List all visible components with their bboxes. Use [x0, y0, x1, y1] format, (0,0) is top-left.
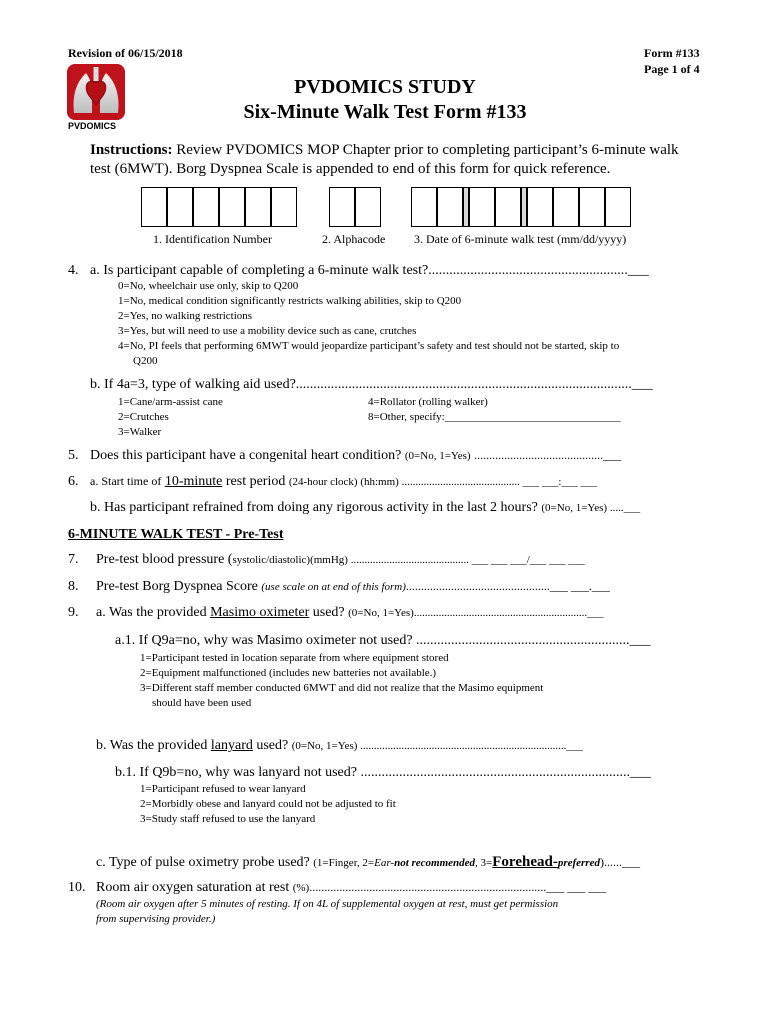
date-boxes[interactable] — [411, 187, 641, 227]
q9b-underlined: lanyard — [210, 738, 253, 753]
q7-question[interactable] — [96, 552, 585, 568]
q9c-forehead: Forehead- — [492, 854, 558, 870]
instructions-line-1 — [90, 142, 679, 159]
q6a-underlined: 10-minute — [164, 474, 223, 489]
date-box[interactable] — [469, 187, 495, 227]
q4b-option: 4=Rollator (rolling walker) — [368, 396, 488, 408]
q9b1-option: 2=Morbidly obese and lanyard could not be adjusted to fit — [140, 798, 396, 810]
instructions-text-1: Review PVDOMICS MOP Chapter prior to completing participant’s 6-minute walk — [176, 142, 679, 158]
q4b-option: 2=Crutches — [118, 411, 169, 423]
q8-answer-line[interactable]: ................................................___ ___.___ — [405, 579, 610, 593]
id-box[interactable] — [141, 187, 167, 227]
q9a-pre: a. Was the provided — [96, 605, 207, 620]
q9a1-option-cont: should have been used — [152, 697, 252, 709]
id-box[interactable] — [271, 187, 297, 227]
q9c-preferred: preferred — [557, 857, 600, 869]
q6-number: 6. — [68, 474, 79, 489]
q9a1-option: 3=Different staff member conducted 6MWT and did not realize that the Masimo equipment — [140, 682, 544, 694]
q9b1-option: 3=Study staff refused to use the lanyard — [140, 813, 316, 825]
q5-question[interactable] — [90, 448, 621, 464]
q10-instruction-1: (Room air oxygen after 5 minutes of resting. If on 4L of supplemental oxygen at rest, must get permission — [96, 898, 559, 910]
date-box[interactable] — [495, 187, 521, 227]
q10-note: (%) — [292, 882, 310, 894]
date-box[interactable] — [553, 187, 579, 227]
q4a-question[interactable]: a. Is participant capable of completing a 6-minute walk test?.........................................................___ — [90, 263, 649, 278]
q4-number: 4. — [68, 263, 79, 278]
id-box[interactable] — [167, 187, 193, 227]
q9b-pre: b. Was the provided — [96, 738, 208, 753]
revision-date: Revision of 06/15/2018 — [68, 46, 183, 60]
pretest-heading: 6-MINUTE WALK TEST - Pre-Test — [68, 527, 284, 542]
instructions-label: Instructions: — [90, 142, 173, 158]
q8-question[interactable] — [96, 579, 610, 595]
form-subtitle: Six-Minute Walk Test Form #133 — [243, 101, 527, 123]
alphacode-box[interactable] — [355, 187, 381, 227]
q10-answer-line[interactable]: ...............................................................................___ ___ ___ — [309, 880, 607, 894]
instructions-text-2: test (6MWT). Borg Dyspnea Scale is appended to end of this form for quick reference. — [90, 161, 611, 177]
q4b-option-other[interactable]: 8=Other, specify:________________________________ — [368, 411, 621, 423]
q7-note[interactable]: systolic/diastolic)(mmHg) ........................................... ___ ___ ___/___ ___ ___ — [232, 554, 585, 566]
q9a-note[interactable]: (0=No, 1=Yes)...............................................................___ — [348, 607, 604, 619]
q4a-option-cont: Q200 — [133, 355, 158, 367]
q9c-note-1: (1=Finger, 2= — [313, 857, 375, 869]
q8-number: 8. — [68, 579, 79, 594]
q9b-question[interactable] — [96, 738, 583, 754]
page-number: Page 1 of 4 — [644, 62, 700, 76]
q4b-option: 1=Cane/arm-assist cane — [118, 396, 223, 408]
q9c-pre: c. Type of pulse oximetry probe used? — [96, 855, 310, 870]
alphacode-box[interactable] — [329, 187, 355, 227]
id-number-boxes[interactable] — [141, 187, 341, 227]
q9c-note-2: , 3= — [475, 857, 493, 869]
q9a1-option: 1=Participant tested in location separate from where equipment stored — [140, 652, 449, 664]
form-number: Form #133 — [644, 46, 700, 60]
date-box[interactable] — [527, 187, 553, 227]
q4a-option: 0=No, wheelchair use only, skip to Q200 — [118, 280, 299, 292]
q9-number: 9. — [68, 605, 79, 620]
date-box[interactable] — [411, 187, 437, 227]
q6b-text: b. Has participant refrained from doing any rigorous activity in the last 2 hours? — [90, 500, 538, 515]
q6b-note[interactable]: (0=No, 1=Yes) .....___ — [541, 502, 641, 514]
id-box[interactable] — [245, 187, 271, 227]
q9c-not-recommended: not recommended — [394, 857, 476, 869]
q9c-question[interactable] — [96, 854, 640, 871]
q5-note: (0=No, 1=Yes) — [404, 450, 471, 462]
q7-number: 7. — [68, 552, 79, 567]
q9b1-question[interactable]: b.1. If Q9b=no, why was lanyard not used? .............................................................................___ — [115, 765, 651, 780]
q9a-post: used? — [312, 605, 345, 620]
q9b-note[interactable]: (0=No, 1=Yes) ...........................................................................___ — [291, 740, 583, 752]
q7-text: Pre-test blood pressure ( — [96, 552, 233, 567]
q5-answer-line[interactable]: ...........................................___ — [474, 448, 622, 462]
date-box[interactable] — [579, 187, 605, 227]
q10-number: 10. — [68, 880, 86, 895]
q9b1-option: 1=Participant refused to wear lanyard — [140, 783, 306, 795]
q4a-option: 3=Yes, but will need to use a mobility device such as cane, crutches — [118, 325, 417, 337]
q9c-ear: Ear- — [374, 857, 395, 869]
alphacode-boxes[interactable] — [329, 187, 389, 227]
q8-note: (use scale on at end of this form) — [261, 581, 406, 593]
q10-text: Room air oxygen saturation at rest — [96, 880, 290, 895]
q9a-underlined: Masimo oximeter — [210, 605, 310, 620]
q9b-post: used? — [256, 738, 289, 753]
q10-instruction-2: from supervising provider.) — [96, 913, 216, 925]
id-number-label: 1. Identification Number — [153, 232, 272, 246]
q5-number: 5. — [68, 448, 79, 463]
logo-text: PVDOMICS — [68, 121, 117, 131]
id-box[interactable] — [219, 187, 245, 227]
q4b-question[interactable]: b. If 4a=3, type of walking aid used?................................................................................................___ — [90, 377, 653, 392]
date-label: 3. Date of 6-minute walk test (mm/dd/yyyy) — [414, 232, 627, 246]
q4a-option: 1=No, medical condition significantly restricts walking abilities, skip to Q200 — [118, 295, 462, 307]
q6a-pre: a. Start time of — [90, 474, 162, 488]
q10-question[interactable] — [96, 880, 606, 896]
q8-text: Pre-test Borg Dyspnea Score — [96, 579, 258, 594]
id-box[interactable] — [193, 187, 219, 227]
date-box[interactable] — [437, 187, 463, 227]
q9a1-option: 2=Equipment malfunctioned (includes new batteries not available.) — [140, 667, 437, 679]
q9a1-question[interactable]: a.1. If Q9a=no, why was Masimo oximeter not used? .............................................................___ — [115, 633, 651, 648]
q9a-question[interactable] — [96, 605, 604, 621]
q6a-question[interactable] — [90, 474, 597, 490]
date-box[interactable] — [605, 187, 631, 227]
q6a-note[interactable]: (24-hour clock) (hh:mm) ........................................... ___ ___:___ ___ — [288, 476, 598, 488]
q4a-option: 2=Yes, no walking restrictions — [118, 310, 253, 322]
q6b-question[interactable] — [90, 500, 640, 516]
q9c-answer-line[interactable]: )......___ — [599, 855, 640, 869]
q5-text: Does this participant have a congenital heart condition? — [90, 448, 402, 463]
q4b-option: 3=Walker — [118, 426, 162, 438]
alphacode-label: 2. Alphacode — [322, 232, 386, 246]
q4a-option: 4=No, PI feels that performing 6MWT would jeopardize participant’s safety and test should not be started, skip to — [118, 340, 620, 352]
form-title: PVDOMICS STUDY — [294, 76, 476, 98]
q6a-post: rest period — [225, 474, 286, 489]
